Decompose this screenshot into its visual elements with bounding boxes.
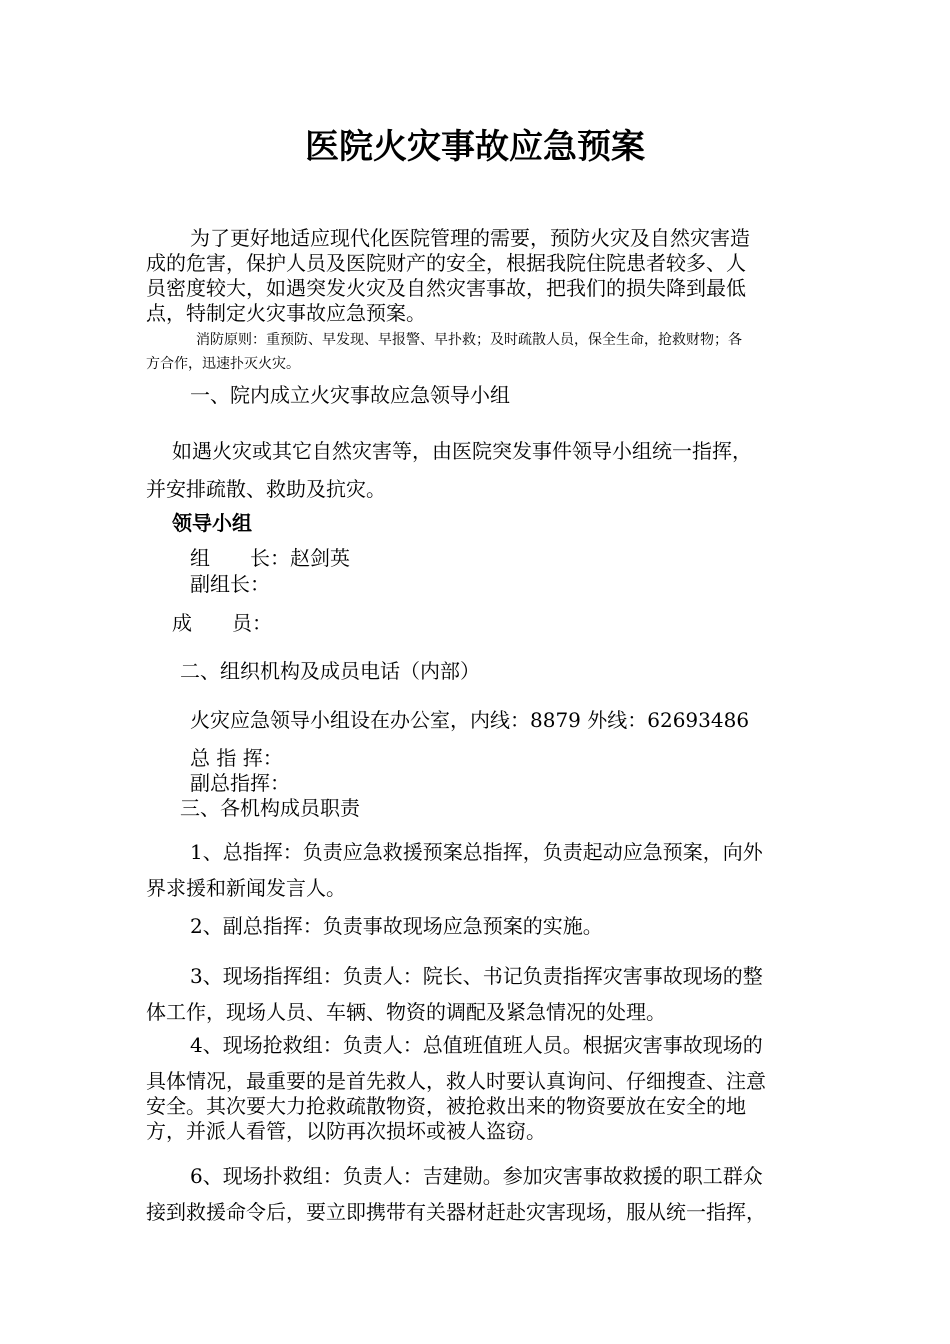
duty-line: 1、总指挥：负责应急救援预案总指挥，负责起动应急预案，向外: [190, 840, 763, 864]
deputy-chief-commander: 副总指挥：: [190, 771, 290, 795]
duty-item-6: [146, 1158, 766, 1230]
duty-line: 接到救援命令后，要立即携带有关器材赶赴灾害现场，服从统一指挥，: [146, 1200, 766, 1224]
duty-line: 具体情况，最重要的是首先救人，救人时要认真询问、仔细搜查、注意: [146, 1069, 766, 1093]
leadership-group-title: 领导小组: [172, 511, 252, 535]
section2-heading: 二、组织机构及成员电话（内部）: [180, 659, 480, 683]
group-deputy: 副组长：: [190, 572, 270, 596]
group-members: 成 员：: [172, 611, 272, 635]
duty-line: 4、现场抢救组：负责人：总值班值班人员。根据灾害事故现场的: [190, 1033, 763, 1057]
section1-line: 如遇火灾或其它自然灾害等，由医院突发事件领导小组统一指挥，: [172, 439, 752, 463]
duty-line: 2、副总指挥：负责事故现场应急预案的实施。: [190, 914, 603, 938]
intro-line: 点，特制定火灾事故应急预案。: [146, 301, 426, 325]
intro-line: 成的危害，保护人员及医院财产的安全，根据我院住院患者较多、人: [146, 251, 746, 275]
duty-item-2: [146, 908, 603, 944]
office-phone-line: 火灾应急领导小组设在办公室，内线：8879 外线：62693486: [190, 708, 750, 732]
principle-paragraph: [146, 328, 742, 376]
duty-line: 6、现场扑救组：负责人：吉建勋。参加灾害事故救援的职工群众: [190, 1164, 763, 1188]
section1-heading: 一、院内成立火灾事故应急领导小组: [190, 383, 510, 407]
duty-line: 体工作，现场人员、车辆、物资的调配及紧急情况的处理。: [146, 1000, 666, 1024]
section1-line: 并安排疏散、救助及抗灾。: [146, 477, 386, 501]
intro-paragraph: [146, 226, 750, 326]
group-leader: 组 长：赵剑英: [190, 546, 350, 570]
duty-line: 3、现场指挥组：负责人：院长、书记负责指挥灾害事故现场的整: [190, 964, 763, 988]
duty-line: 方，并派人看管，以防再次损坏或被人盗窃。: [146, 1119, 546, 1143]
principle-line: 方合作，迅速扑灭火灾。: [146, 356, 300, 372]
document-title: 医院火灾事故应急预案: [305, 127, 645, 167]
duty-line: 界求援和新闻发言人。: [146, 876, 346, 900]
section1-paragraph: [146, 432, 752, 508]
chief-commander: 总 指 挥：: [190, 746, 283, 770]
intro-line: 为了更好地适应现代化医院管理的需要，预防火灾及自然灾害造: [190, 226, 750, 250]
intro-line: 员密度较大，如遇突发火灾及自然灾害事故，把我们的损失降到最低: [146, 276, 746, 300]
principle-line: 消防原则：重预防、早发现、早报警、早扑救；及时疏散人员，保全生命，抢救财物；各: [196, 332, 742, 348]
duty-item-4: [146, 1033, 766, 1144]
duty-item-1: [146, 834, 763, 906]
section3-heading: 三、各机构成员职责: [180, 796, 360, 820]
duty-line: 安全。其次要大力抢救疏散物资，被抢救出来的物资要放在安全的地: [146, 1094, 746, 1118]
duty-item-3: [146, 958, 763, 1030]
